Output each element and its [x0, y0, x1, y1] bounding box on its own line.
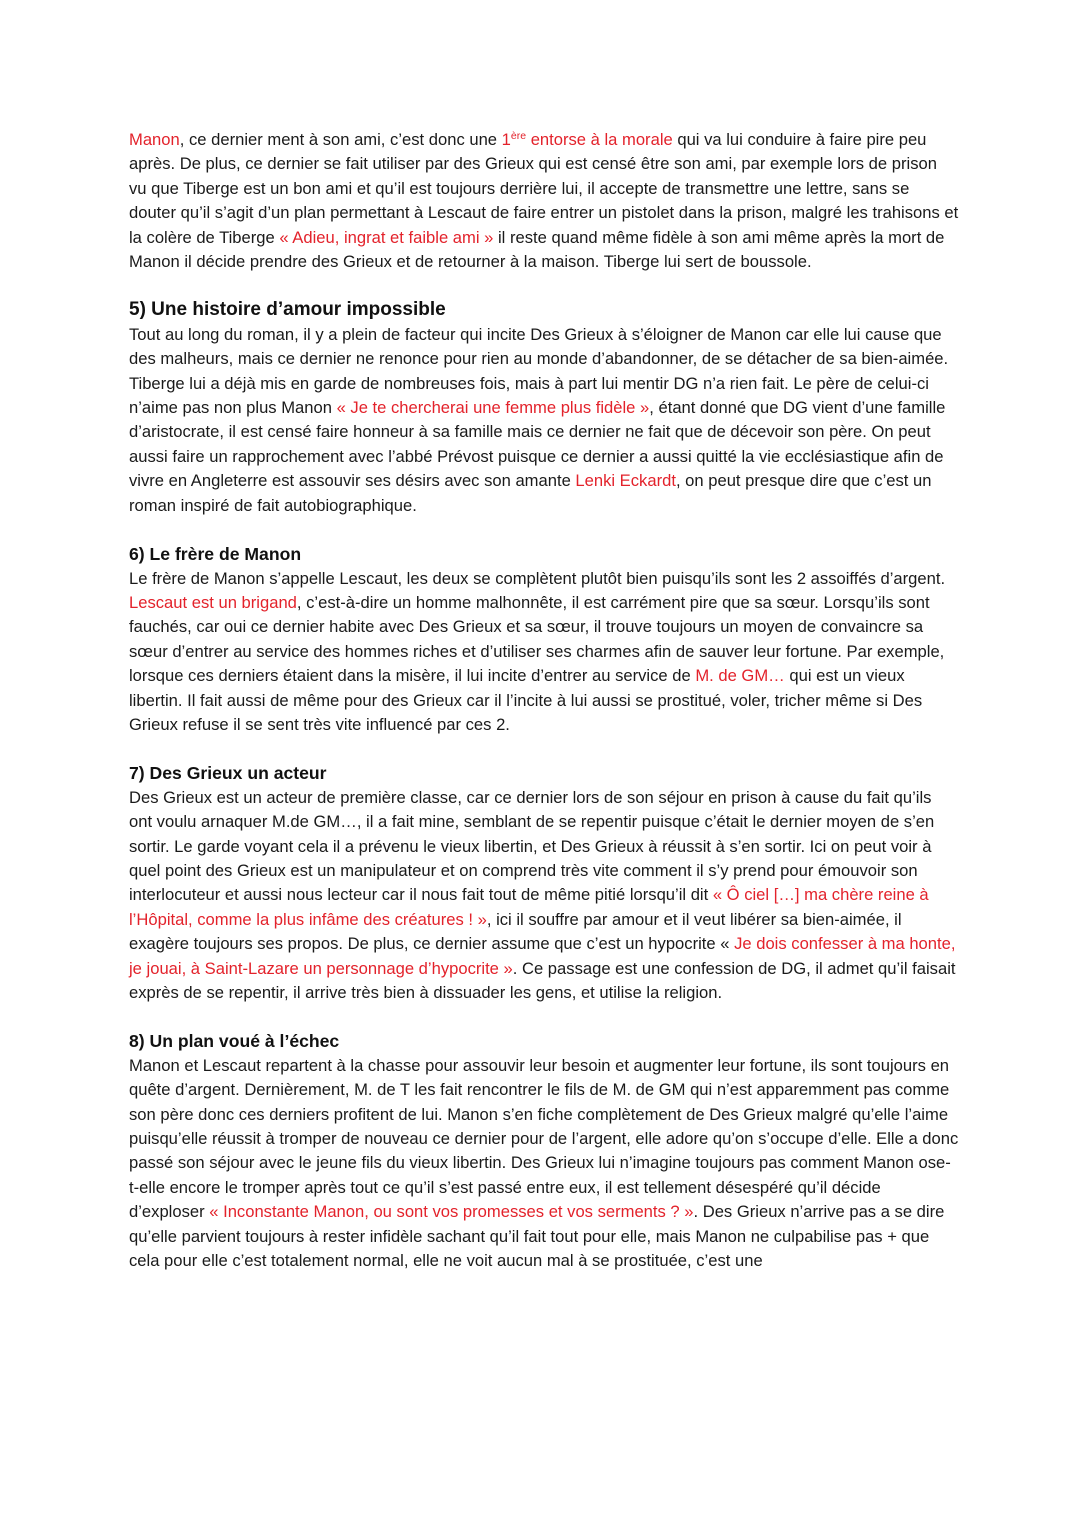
section-paragraph — [129, 323, 959, 518]
highlighted-text: entorse à la morale — [526, 130, 673, 149]
body-text: , ce dernier ment à son ami, c’est donc une — [179, 130, 502, 149]
highlighted-text: Manon — [129, 130, 180, 149]
section-heading: 5) Une histoire d’amour impossible — [129, 299, 446, 321]
intro-paragraph — [129, 128, 959, 274]
section-paragraph — [129, 567, 959, 738]
section — [129, 542, 959, 737]
highlighted-text: ère — [510, 130, 527, 142]
section-heading: 7) Des Grieux un acteur — [129, 763, 327, 784]
body-text: Des Grieux est un acteur de première classe, car ce dernier lors de son séjour en prison à cause du fait qu’ils ont voulu arnaquer M.de GM…, il a fait mine, semblant de se repentir puisque c’était le dernier moyen de s’en sortir. Le garde voyant cela il a prévenu le vieux libertin, et Des Grieux à réussit à s’en sortir. Ici on peut voir à quel point des Grieux est un manipulateur et on comprend très vite comment il s’y prend pour émouvoir son interlocuteur et aussi nous lecteur car il nous fait tout de même pitié lorsqu’il dit — [129, 787, 935, 905]
highlighted-text: 1 — [501, 130, 511, 149]
section-heading: 6) Le frère de Manon — [129, 544, 302, 565]
highlighted-text: « Ô ciel […] ma chère reine à l’Hôpital, comme la plus infâme des créatures ! » — [129, 885, 929, 929]
section-paragraph — [129, 786, 959, 1006]
highlighted-text: Je dois confesser à ma honte, je jouai, à Saint-Lazare un personnage d’hypocrite » — [129, 934, 956, 978]
body-text: qui est un vieux libertin. Il fait aussi de même pour des Grieux car il l’incite à lui aussi se prostitué, voler, tricher même si Des Grieux refuse il se sent très vite influencé par ces 2. — [129, 666, 923, 734]
body-text: Tout au long du roman, il y a plein de facteur qui incite Des Grieux à s’éloigner de Manon car elle lui cause que des malheurs, mais ce dernier ne renonce pour rien au monde d’abandonner, de se détacher de sa bien-aimée. Tiberge lui a déjà mis en garde de nombreuses fois, mais à part lui mentir DG n’a rien fait. Le père de celui-ci n’aime pas non plus Manon — [129, 324, 949, 418]
highlighted-text: Lescaut est un brigand — [129, 592, 297, 612]
section — [129, 298, 959, 518]
body-text: , ici il souffre par amour et il veut libérer sa bien-aimée, il exagère toujours ses propos. De plus, ce dernier assume que c’est un hypocrite « — [129, 909, 902, 954]
body-text: , c’est-à-dire un homme malhonnête, il est carrément pire que sa sœur. Lorsqu’ils sont fauchés, car oui ce dernier habite avec Des Grieux et sa sœur, il trouve toujours un moyen de convaincre sa sœur d’entrer au service des hommes riches et d’utiliser ses charmes afin de sauver leur fortune. Par exemple, lorsque ces derniers étaient dans la misère, il lui incite d’entrer au service de — [129, 592, 945, 686]
body-text: , étant donné que DG vient d’une famille d’aristocrate, il est censé faire honneur à sa famille mais ce dernier ne fait que de décevoir son père. On peut aussi faire un rapprochement avec l’abbé Prévost puisque ce dernier a aussi quitté la vie ecclésiastique afin de vivre en Angleterre est assouvir ses désirs avec son amante — [129, 398, 946, 491]
section — [129, 761, 959, 1005]
body-text: il reste quand même fidèle à son ami même après la mort de Manon il décide prendre des Grieux et de retourner à la maison. Tiberge lui sert de boussole. — [129, 227, 945, 272]
section-paragraph — [129, 1054, 959, 1274]
highlighted-text: M. de GM… — [695, 666, 785, 686]
document-page — [129, 128, 959, 1273]
body-text: , on peut presque dire que c’est un roman inspiré de fait autobiographique. — [129, 471, 932, 515]
body-text: qui va lui conduire à faire pire peu après. De plus, ce dernier se fait utiliser par des Grieux qui est censé être son ami, par exemple lors de prison vu que Tiberge est un bon ami et qu’il est toujours derrière lui, il accepte de transmettre une lettre, sans se douter qu’il s’agit d’un plan permettant à Lescaut de faire entrer un pistolet dans la prison, malgré les trahisons et la colère de Tiberge — [129, 130, 959, 247]
body-text: Le frère de Manon s’appelle Lescaut, les deux se complètent plutôt bien puisqu’ils sont les 2 assoiffés d’argent. — [129, 568, 946, 588]
body-text: . Des Grieux n’arrive pas a se dire qu’elle parvient toujours à rester infidèle sachant qu’il fait tout pour elle, mais Manon ne culpabilise pas + que cela pour elle c’est totalement normal, elle ne voit aucun mal à se prostituée, c’est une — [129, 1202, 945, 1271]
highlighted-text: « Adieu, ingrat et faible ami » — [279, 227, 494, 247]
highlighted-text: Lenki Eckardt — [575, 471, 676, 491]
sections-container — [129, 298, 959, 1273]
highlighted-text: « Je te chercherai une femme plus fidèle » — [336, 398, 650, 418]
body-text: . Ce passage est une confession de DG, il admet qu’il faisait exprès de se repentir, il arrive très bien à dissuader les gens, et utilise la religion. — [129, 958, 956, 1002]
section-heading: 8) Un plan voué à l’échec — [129, 1031, 340, 1052]
body-text: Manon et Lescaut repartent à la chasse pour assouvir leur besoin et augmenter leur fortune, ils sont toujours en quête d’argent. Dernièrement, M. de T les fait rencontrer le fils de M. de GM qui n’est apparemment pas comme son père donc ces derniers profitent de lui. Manon s’en fiche complètement de Des Grieux malgré qu’elle l’aime puisqu’elle réussit à tromper de nouveau ce dernier pour de l’argent, elle adore qu’on s’occupe d’elle. Elle a donc passé son séjour avec le jeune fils du vieux libertin. Des Grieux lui n’imagine toujours pas comment Manon ose-t-elle encore le tromper après tout ce qu’il s’est passé entre eux, il est tellement désespéré qu’il décide d’exploser — [129, 1055, 959, 1222]
highlighted-text: « Inconstante Manon, ou sont vos promesses et vos serments ? » — [209, 1202, 694, 1222]
section — [129, 1029, 959, 1273]
